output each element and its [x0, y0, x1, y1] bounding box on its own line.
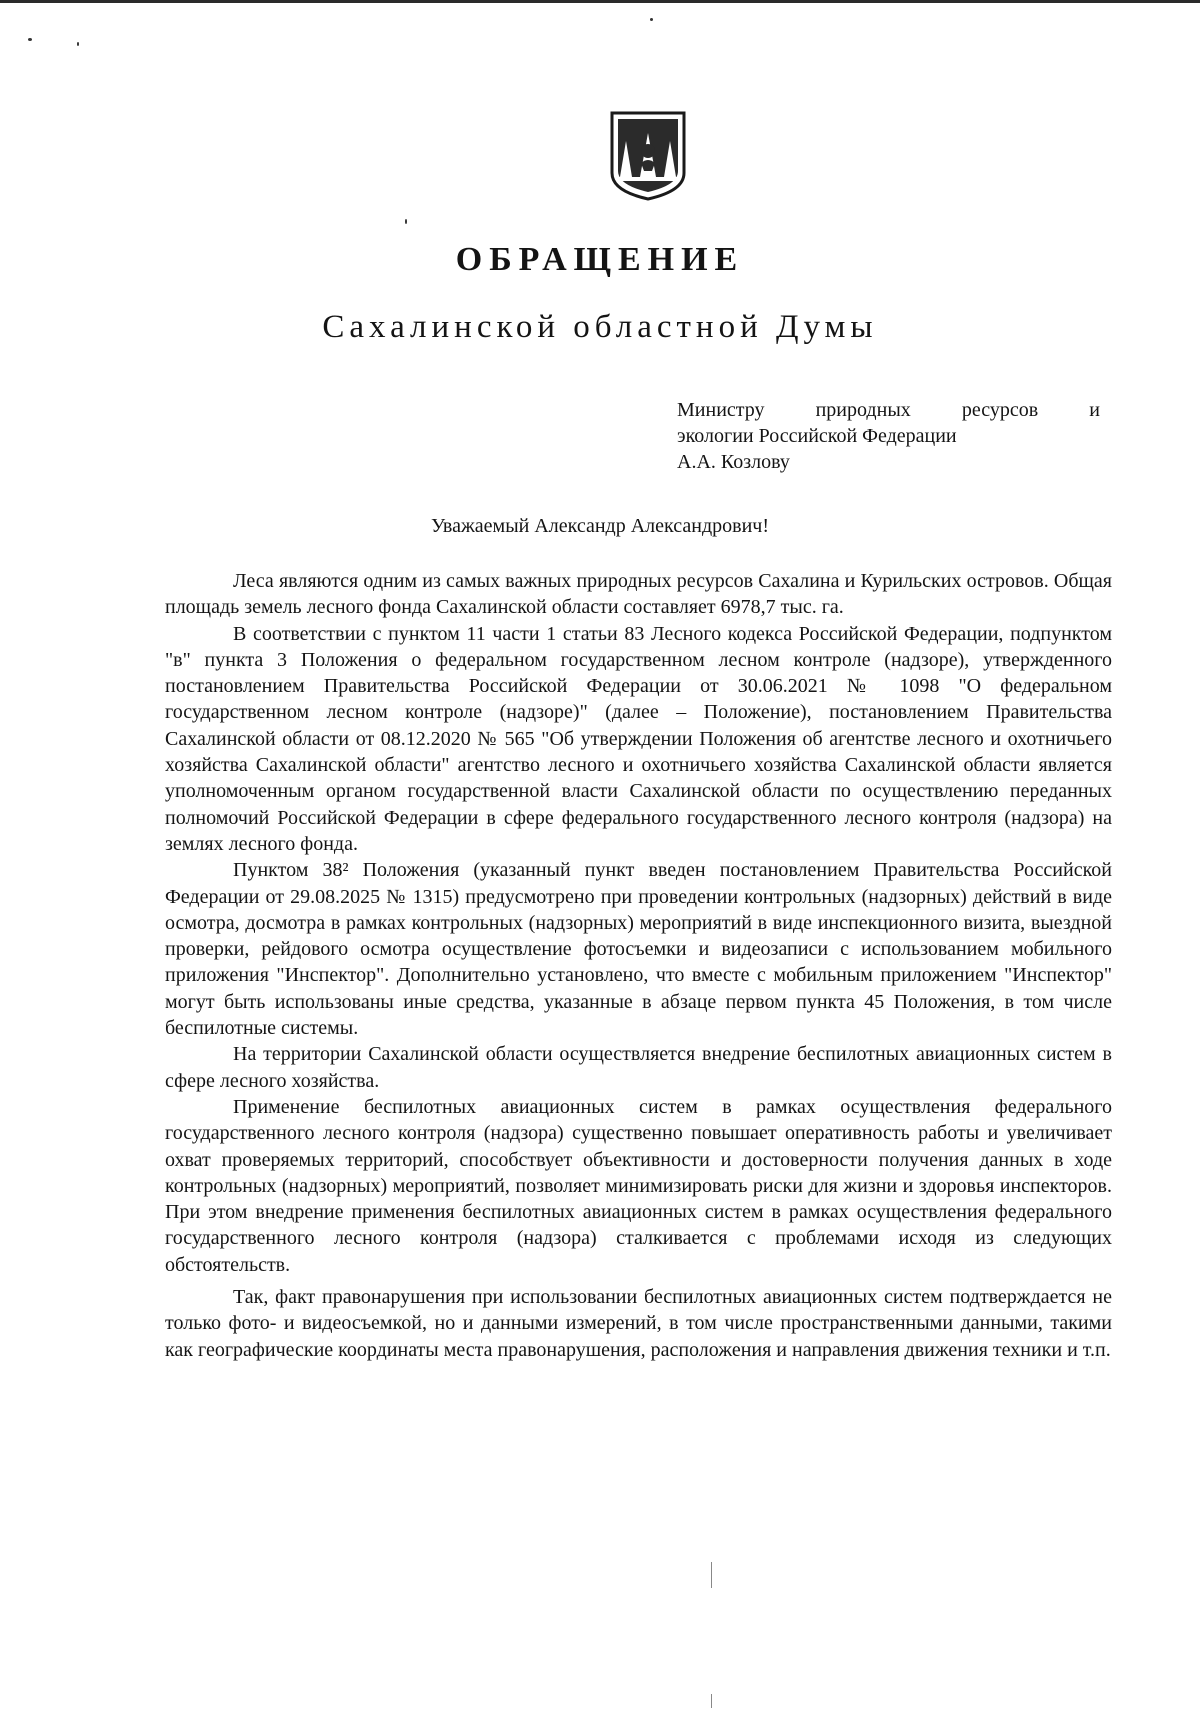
scan-speck: [77, 42, 79, 46]
scan-speck: [405, 219, 407, 224]
addressee-line: экологии Российской Федерации: [677, 425, 957, 447]
body-paragraph: В соответствии с пунктом 11 части 1 статьи 83 Лесного кодекса Российской Федерации, подпунктом "в" пункта 3 Положения о федеральном государственном лесном контроле (надзоре), утвержденного постановлением Правительства Российской Федерации от 30.06.2021 № 1098 "О федеральном государственном лесном контроле (надзоре)" (далее – Положение), постановлением Правительства Сахалинской области от 08.12.2020 № 565 "Об утверждении Положения об агентстве лесного и охотничьего хозяйства Сахалинской области" агентство лесного и охотничьего хозяйства Сахалинской области является уполномоченным органом государственной власти Сахалинской области по осуществлению переданных полномочий Российской Федерации в сфере федерального государственного лесного контроля (надзора) на землях лесного фонда.: [165, 622, 1112, 855]
scan-fold-mark: [711, 1694, 712, 1708]
letter-body: [165, 568, 1112, 1363]
body-paragraph: Пунктом 38² Положения (указанный пункт введен постановлением Правительства Российской Федерации от 29.08.2025 № 1315) предусмотрено при проведении контрольных (надзорных) действий в виде осмотра, досмотра в рамках контрольных (надзорных) мероприятий в виде инспекционного визита, выездной проверки, рейдового осмотра осуществление фотосъемки и видеозаписи с использованием мобильного приложения "Инспектор". Дополнительно установлено, что вместе с мобильным приложением "Инспектор" могут быть использованы иные средства, указанные в абзаце первом пункта 45 Положения, в том числе беспилотные системы.: [165, 859, 1112, 1040]
addressee-block: [677, 397, 1100, 475]
body-paragraph: Леса являются одним из самых важных природных ресурсов Сахалина и Курильских островов. Общая площадь земель лесного фонда Сахалинской области составляет 6978,7 тыс. га.: [165, 570, 1112, 619]
document-subtitle: Сахалинской областной Думы: [322, 309, 878, 345]
body-paragraph: На территории Сахалинской области осуществляется внедрение беспилотных авиационных систем в сфере лесного хозяйства.: [165, 1043, 1112, 1092]
greeting: Уважаемый Александр Александрович!: [431, 515, 769, 537]
document-title: ОБРАЩЕНИЕ: [455, 241, 745, 278]
scan-fold-mark: [711, 1562, 712, 1588]
addressee-line: А.А. Козлову: [677, 451, 790, 473]
scan-speck: [650, 18, 653, 21]
scan-edge: [0, 0, 1200, 3]
body-paragraph: Применение беспилотных авиационных систем в рамках осуществления федерального государственного лесного контроля (надзора) существенно повышает оперативность работы и увеличивает охват проверяемых территорий, способствует объективности и достоверности получения данных в ходе контрольных (надзорных) мероприятий, позволяет минимизировать риски для жизни и здоровья инспекторов. При этом внедрение применения беспилотных авиационных систем в рамках осуществления федерального государственного лесного контроля (надзора) сталкивается с проблемами исходя из следующих обстоятельств.: [165, 1095, 1112, 1276]
addressee-line: Министру природных ресурсов и: [677, 399, 1100, 421]
scan-speck: [28, 38, 32, 41]
body-paragraph: Так, факт правонарушения при использовании беспилотных авиационных систем подтверждается не только фото- и видеосъемкой, но и данными измерений, в том числе пространственными данными, такими как географические координаты места правонарушения, расположения и направления движения техники и т.п.: [165, 1286, 1112, 1361]
sakhalin-coat-of-arms-icon: [608, 111, 688, 201]
